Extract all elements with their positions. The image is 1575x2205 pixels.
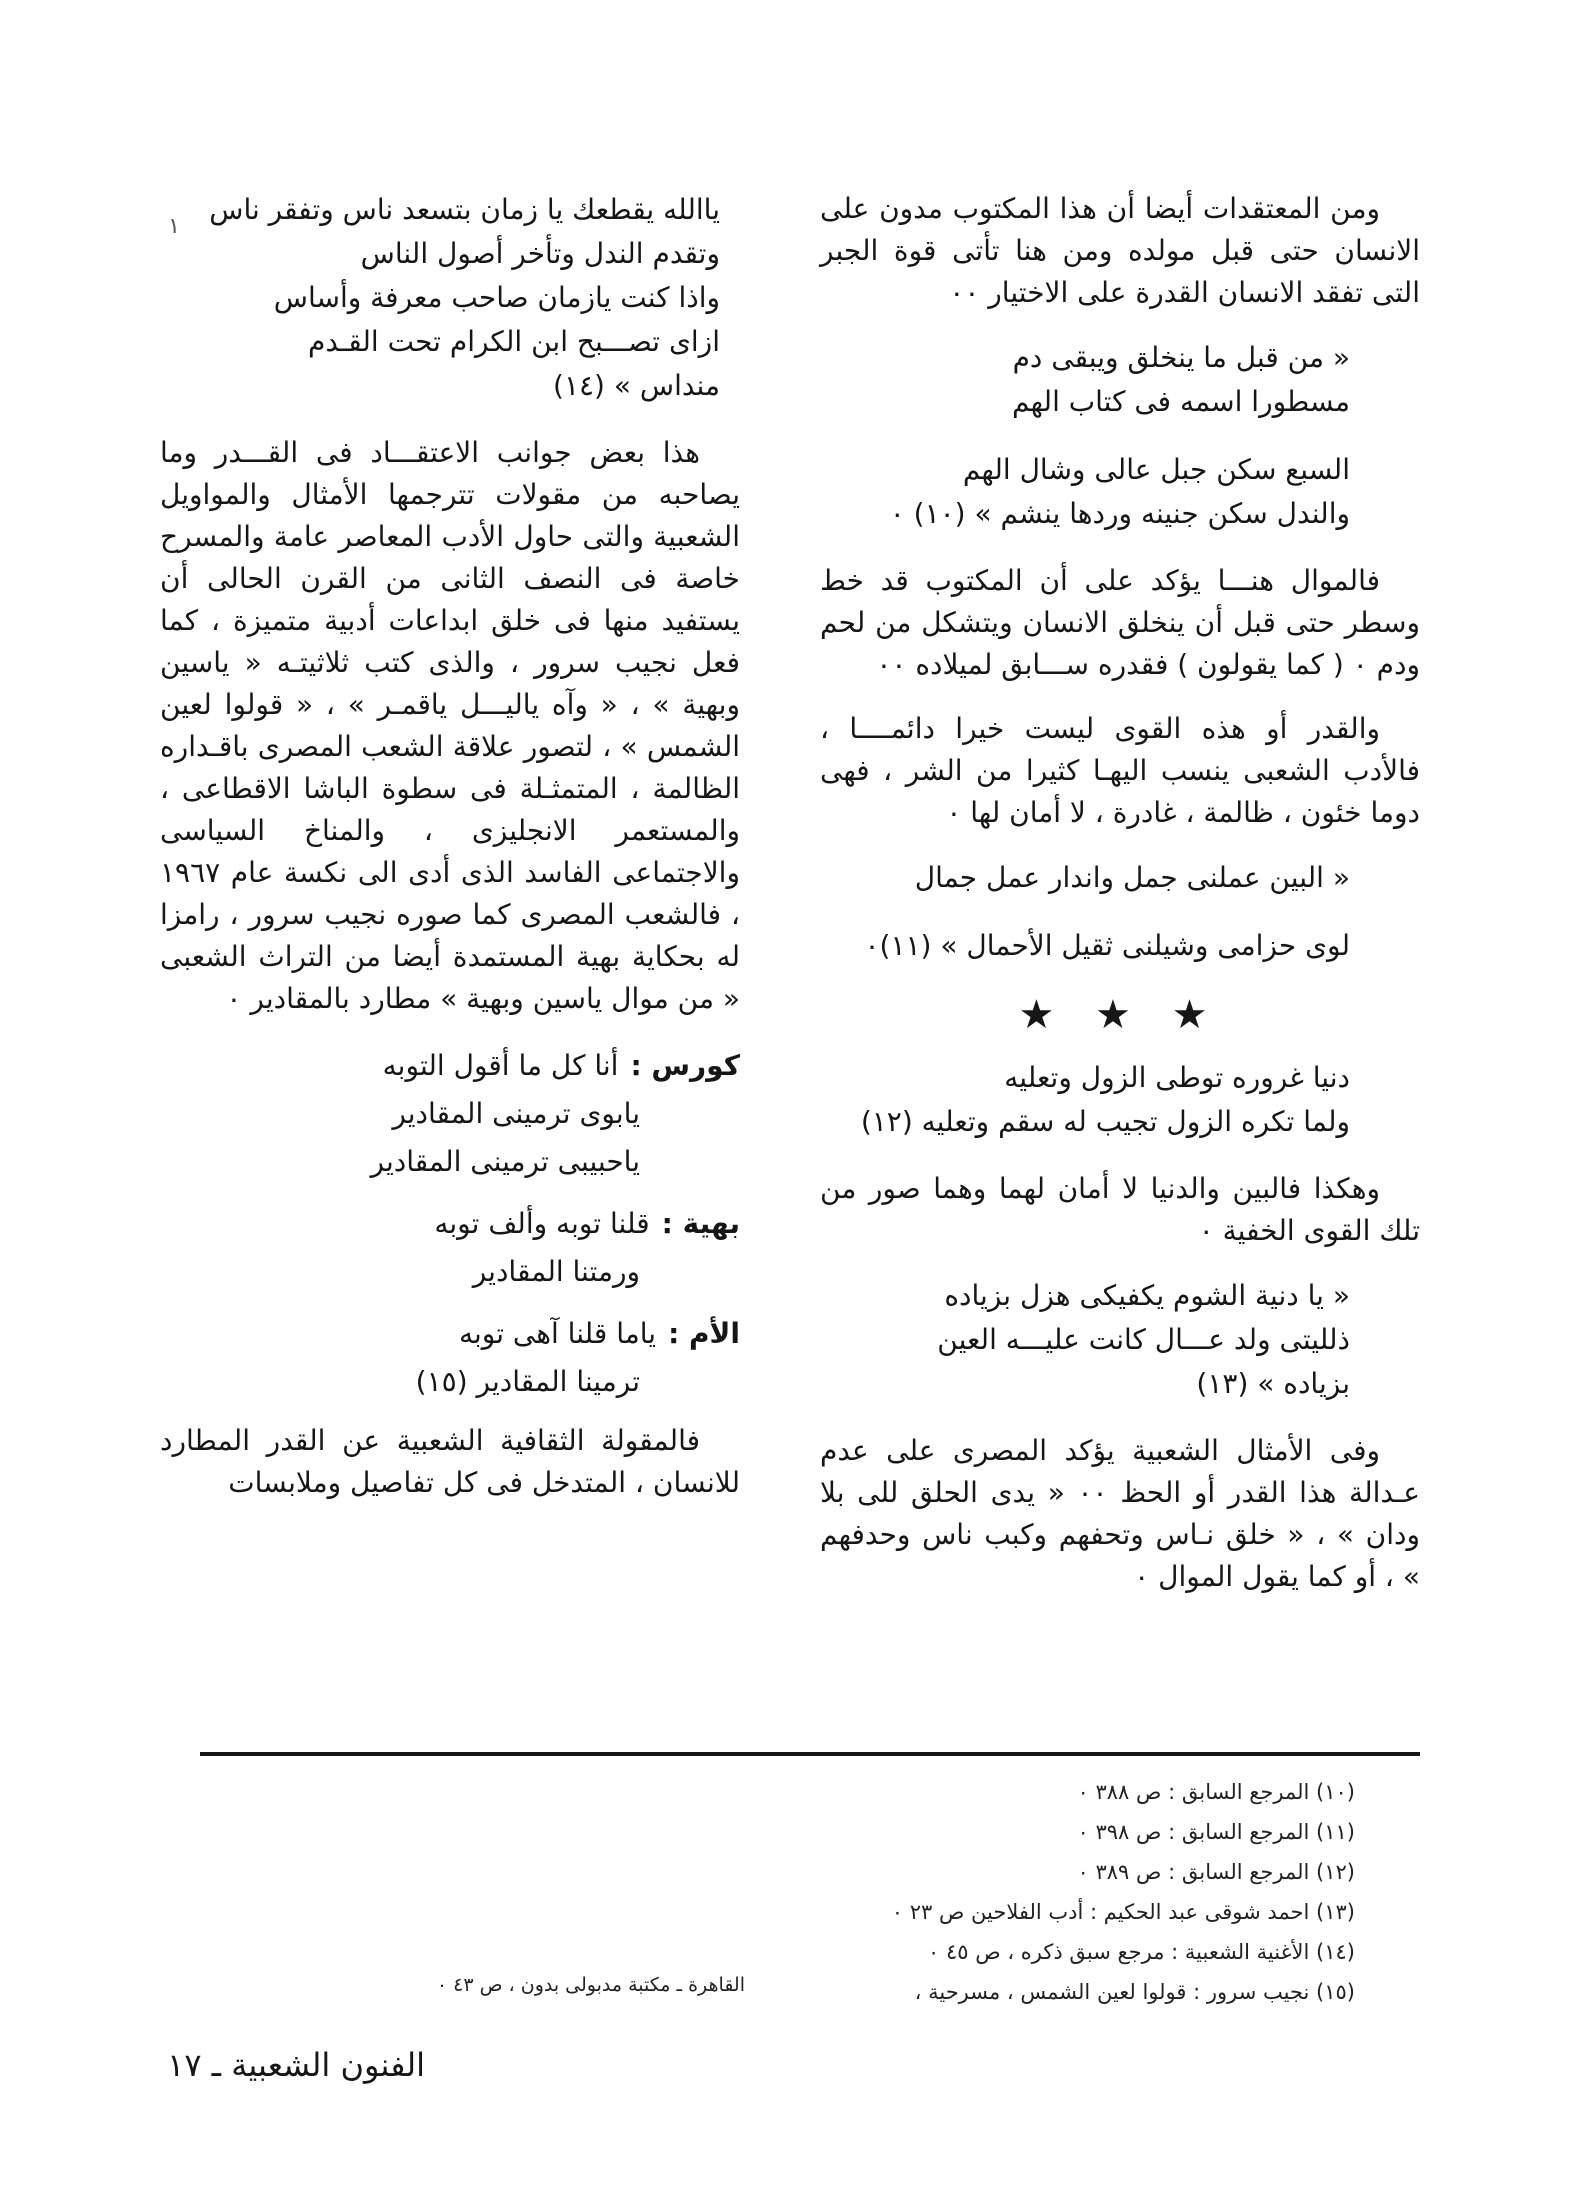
verse-line: ياالله يقطعك يا زمان بتسعد ناس وتفقر ناس xyxy=(209,193,720,226)
footnote: (١٣) احمد شوقى عبد الحكيم : أدب الفلاحين ص ٢٣ ٠ xyxy=(891,1900,1355,1924)
dialog-line: يابوى ترمينى المقادير xyxy=(392,1097,640,1130)
dialog-line: ياحبيبى ترمينى المقادير xyxy=(370,1145,640,1178)
footnotes xyxy=(795,1772,1355,2012)
verse-block xyxy=(820,924,1420,968)
verse-line: لوى حزامى وشيلنى ثقيل الأحمال » (١١)٠ xyxy=(864,929,1350,962)
verse-line: ذلليتى ولد عـــال كانت عليـــه العين xyxy=(937,1323,1350,1356)
verse-line: وتقدم الندل وتأخر أصول الناس xyxy=(360,237,720,270)
verse-line: بزياده » (١٣) xyxy=(1196,1367,1350,1400)
verse-line: « يا دنية الشوم يكفيكى هزل بزياده xyxy=(944,1279,1350,1312)
verse-line: ازاى تصـــبح ابن الكرام تحت القـدم xyxy=(307,325,720,358)
verse-line: منداس » (١٤) xyxy=(553,369,720,402)
verse-block xyxy=(820,1274,1420,1406)
margin-mark: ١ xyxy=(168,214,180,239)
verse-line: « من قبل ما ينخلق ويبقى دم xyxy=(1012,341,1350,374)
verse-line: « البين عملنى جمل واندار عمل جمال xyxy=(914,861,1350,894)
verse-block xyxy=(820,856,1420,900)
verse-line: مسطورا اسمه فى كتاب الهم xyxy=(1012,385,1350,418)
verse-line: واذا كنت يازمان صاحب معرفة وأساس xyxy=(273,281,720,314)
paragraph: والقدر أو هذه القوى ليست خيرا دائمــــا ، فالأدب الشعبى ينسب اليهـا كثيرا من الشر ، فهى دوما خئون ، ظالمة ، غادرة ، لا أمان لها ٠ xyxy=(820,712,1420,829)
speaker-label: الأم : xyxy=(668,1317,740,1350)
verse-line: ولما تكره الزول تجيب له سقم وتعليه (١٢) xyxy=(860,1105,1350,1138)
section-separator-stars: ★ ★ ★ xyxy=(1018,992,1222,1038)
dialog-mother xyxy=(160,1310,740,1406)
paragraph: وفى الأمثال الشعبية يؤكد المصرى على عدم عـدالة هذا القدر أو الحظ ٠٠ « يدى الحلق للى بلا ودان » ، « خلق نـاس وتحفهم وكبب ناس وحدفهم » ، أو كما يقول الموال ٠ xyxy=(820,1434,1420,1593)
page-footer: الفنون الشعبية ـ ١٧ xyxy=(167,2046,425,2084)
verse-line: السبع سكن جبل عالى وشال الهم xyxy=(962,453,1350,486)
paragraph: ومن المعتقدات أيضا أن هذا المكتوب مدون على الانسان حتى قبل مولده ومن هنا تأتى قوة الجبر التى تفقد الانسان القدرة على الاختيار ٠٠ xyxy=(820,192,1420,309)
dialog-line: ياما قلنا آهى توبه xyxy=(458,1317,657,1350)
paragraph: وهكذا فالبين والدنيا لا أمان لهما وهما صور من تلك القوى الخفية ٠ xyxy=(820,1172,1420,1247)
paragraph: فالموال هنـــا يؤكد على أن المكتوب قد خط وسطر حتى قبل أن ينخلق الانسان ويتشكل من لحم ودم ٠ ( كما يقولون ) فقدره ســـابق لميلاده ٠٠ xyxy=(820,564,1420,681)
verse-line: دنيا غروره توطى الزول وتعليه xyxy=(1004,1061,1350,1094)
verse-block xyxy=(160,188,740,408)
footnote: (١١) المرجع السابق : ص ٣٩٨ ٠ xyxy=(1077,1820,1355,1844)
dialog-line: ورمتنا المقادير xyxy=(472,1255,640,1288)
verse-line: والندل سكن جنينه وردها ينشم » (١٠) ٠ xyxy=(889,497,1350,530)
footnote: (١٢) المرجع السابق : ص ٣٨٩ ٠ xyxy=(1077,1860,1355,1884)
dialog-line: ترمينا المقادير (١٥) xyxy=(415,1365,640,1398)
footnote-continuation: القاهرة ـ مكتبة مدبولى بدون ، ص ٤٣ ٠ xyxy=(436,1974,745,1996)
dialog-line: قلنا توبه وألف توبه xyxy=(434,1207,650,1240)
footnote: (١٥) نجيب سرور : قولوا لعين الشمس ، مسرحية ، xyxy=(914,1980,1355,2004)
left-column xyxy=(160,188,740,1526)
verse-block xyxy=(820,336,1420,424)
footnote-divider xyxy=(200,1752,1420,1756)
paragraph: هذا بعض جوانب الاعتقـــاد فى القـــدر وما يصاحبه من مقولات تترجمها الأمثال والمواويل الشعبية والتى حاول الأدب المعاصر عامة والمسرح خاصة فى النصف الثانى من القرن الحالى أن يستفيد منها فى خلق ابداعات أدبية متميزة ، كما فعل نجيب سرور ، والذى كتب ثلاثيتـه « ياسين وبهية » ، « وآه ياليـــل ياقمـر » ، « قولوا لعين الشمس » ، لتصور علاقة الشعب المصرى باقـداره الظالمة ، المتمثـلة فى سطوة الباشا الاقطاعى ، والمستعمر الانجليزى ، والمناخ السياسى والاجتماعى الفاسد الذى أدى الى نكسة عام ١٩٦٧ ، فالشعب المصرى كما صوره نجيب سرور ، رامزا له بحكاية بهية المستمدة أيضا من التراث الشعبى « من موال ياسين وبهية » مطارد بالمقادير ٠ xyxy=(160,436,740,1015)
speaker-label: بهية : xyxy=(661,1207,740,1240)
right-column xyxy=(820,188,1420,1620)
dialog-chorus xyxy=(160,1042,740,1186)
footnote: (١٤) الأغنية الشعبية : مرجع سبق ذكره ، ص ٤٥ ٠ xyxy=(928,1940,1355,1964)
verse-block xyxy=(820,448,1420,536)
dialog-bahia xyxy=(160,1200,740,1296)
paragraph: فالمقولة الثقافية الشعبية عن القدر المطارد للانسان ، المتدخل فى كل تفاصيل وملابسات xyxy=(160,1424,740,1499)
footnote: (١٠) المرجع السابق : ص ٣٨٨ ٠ xyxy=(1077,1780,1355,1804)
speaker-label: كورس : xyxy=(630,1049,740,1082)
dialog-line: أنا كل ما أقول التوبه xyxy=(382,1049,619,1082)
verse-block xyxy=(820,1056,1420,1144)
